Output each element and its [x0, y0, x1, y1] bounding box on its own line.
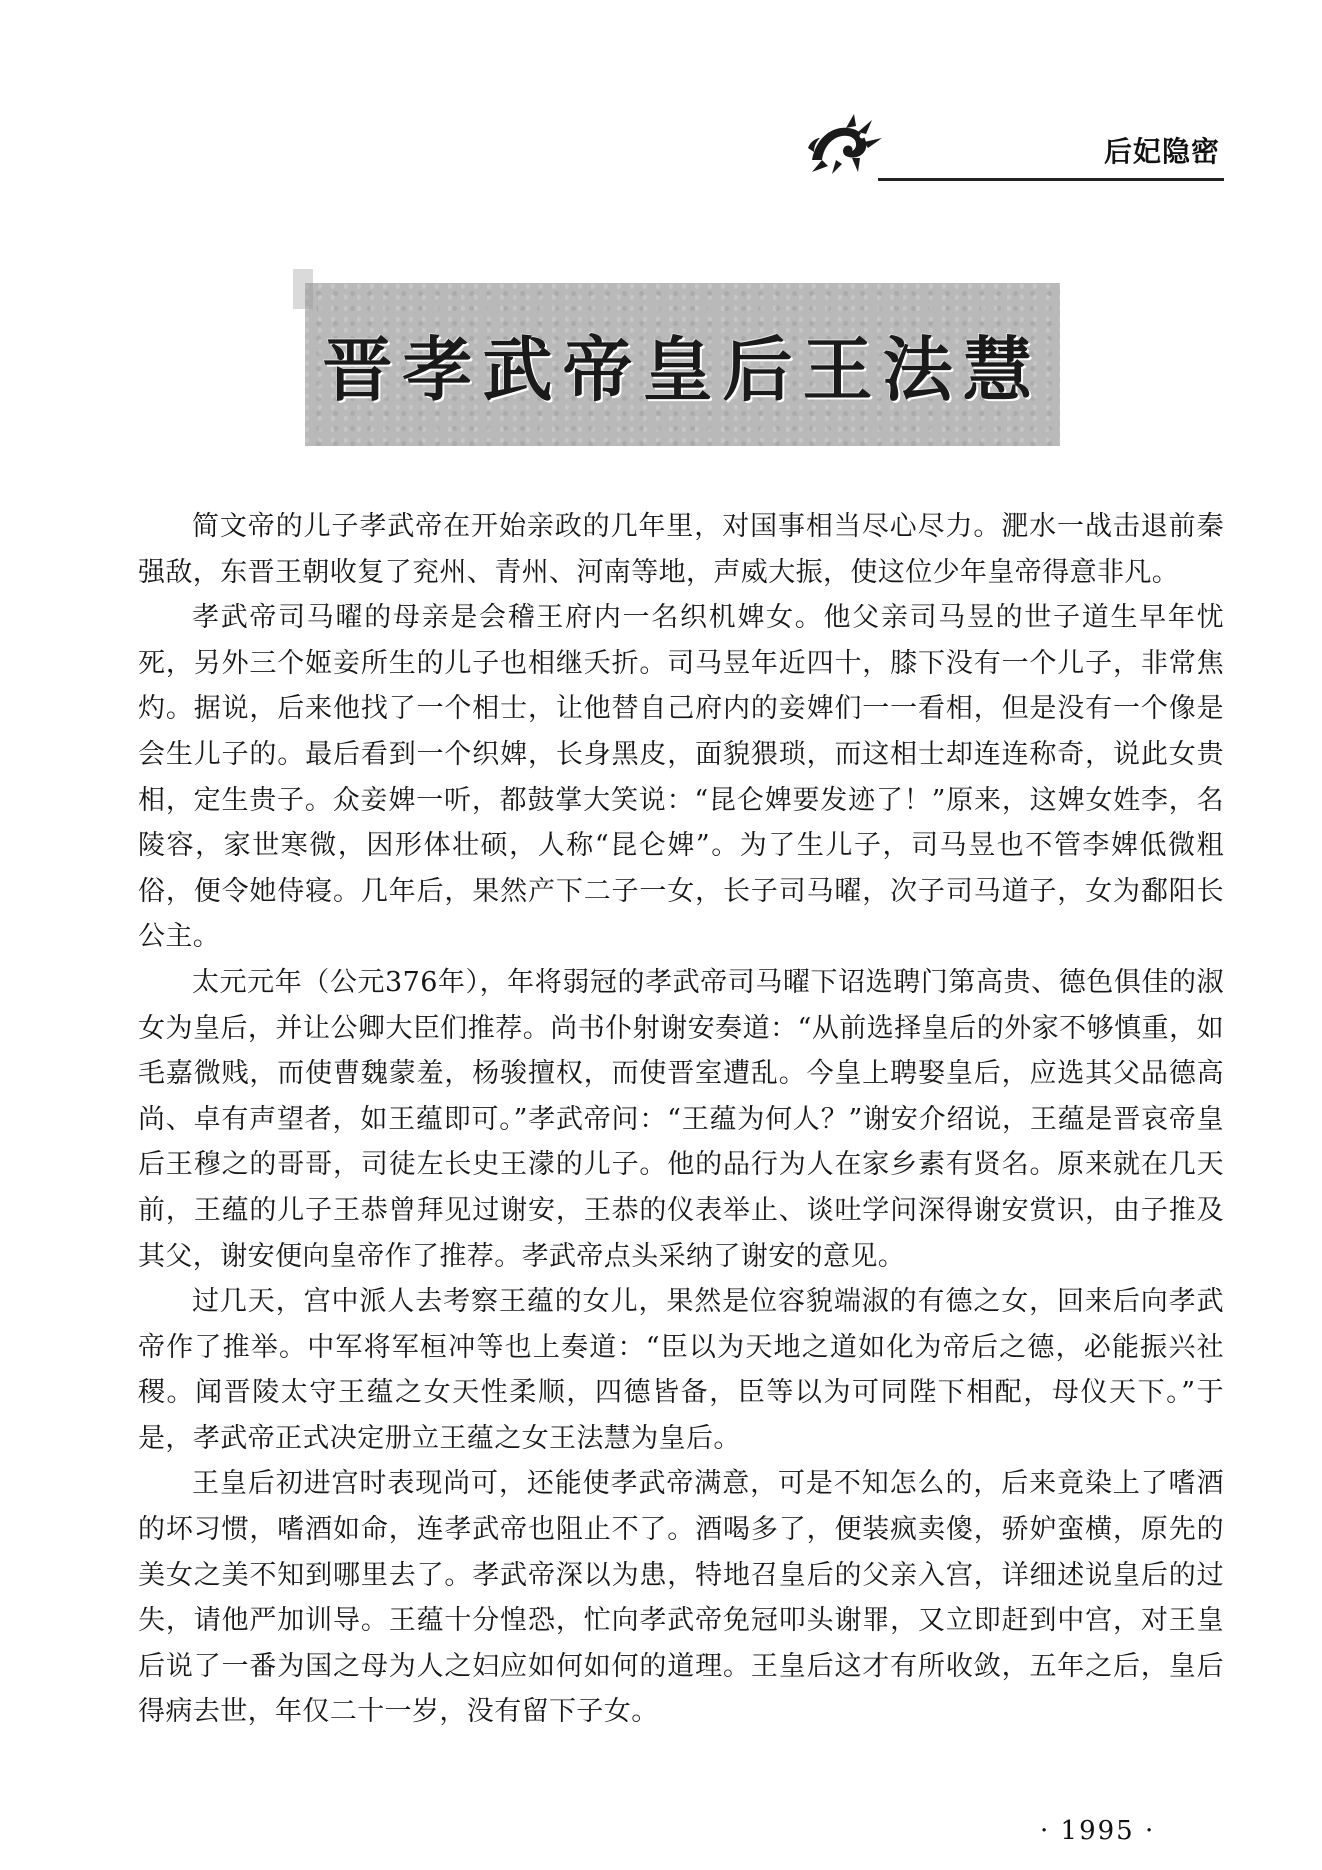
page-number: · 1995 · [1040, 1816, 1156, 1846]
paragraph: 王皇后初进宫时表现尚可，还能使孝武帝满意，可是不知怎么的，后来竟染上了嗜酒的坏习惯，嗜酒如命，连孝武帝也阻止不了。酒喝多了，便装疯卖傻，骄妒蛮横，原先的美女之美不知到哪里去了。孝武帝深以为患，特地召皇后的父亲入宫，详细述说皇后的过失，请他严加训导。王蕴十分惶恐，忙向孝武帝免冠叩头谢罪，又立即赶到中宫，对王皇后说了一番为国之母为人之妇应如何如何的道理。王皇后这才有所收敛，五年之后，皇后得病去世，年仅二十一岁，没有留下子女。 [138, 1468, 1224, 1728]
paragraph: 简文帝的儿子孝武帝在开始亲政的几年里，对国事相当尽心尽力。淝水一战击退前秦强敌，东晋王朝收复了兖州、青州、河南等地，声威大振，使这位少年皇帝得意非凡。 [138, 511, 1224, 588]
section-title: 后妃隐密 [1103, 135, 1220, 168]
header-rule [878, 178, 1224, 181]
paragraph: 太元元年（公元376年），年将弱冠的孝武帝司马曜下诏选聘门第高贵、德色俱佳的淑女为皇后，并让公卿大臣们推荐。尚书仆射谢安奏道：“从前选择皇后的外家不够慎重，如毛嘉微贱，而使曹魏蒙羞，杨骏擅权，而使晋室遭乱。今皇上聘娶皇后，应选其父品德高尚、卓有声望者，如王蕴即可。”孝武帝问：“王蕴为何人？”谢安介绍说，王蕴是晋哀帝皇后王穆之的哥哥，司徒左长史王濛的儿子。他的品行为人在家乡素有贤名。原来就在几天前，王蕴的儿子王恭曾拜见过谢安，王恭的仪表举止、谈吐学问深得谢安赏识，由子推及其父，谢安便向皇帝作了推荐。孝武帝点头采纳了谢安的意见。 [138, 966, 1224, 1272]
article-body [138, 504, 1224, 1735]
paragraph: 过几天，宫中派人去考察王蕴的女儿，果然是位容貌端淑的有德之女，回来后向孝武帝作了推举。中军将军桓冲等也上奏道：“臣以为天地之道如化为帝后之德，必能振兴社稷。闻晋陵太守王蕴之女天性柔顺，四德皆备，臣等以为可同陛下相配，母仪天下。”于是，孝武帝正式决定册立王蕴之女王法慧为皇后。 [138, 1286, 1224, 1454]
running-header [780, 100, 1224, 185]
dragon-emblem-icon [802, 108, 888, 178]
paragraph: 孝武帝司马曜的母亲是会稽王府内一名织机婢女。他父亲司马昱的世子道生早年忧死，另外三个姬妾所生的儿子也相继夭折。司马昱年近四十，膝下没有一个儿子，非常焦灼。据说，后来他找了一个相士，让他替自己府内的妾婢们一一看相，但是没有一个像是会生儿子的。最后看到一个织婢，长身黑皮，面貌猥琐，而这相士却连连称奇，说此女贵相，定生贵子。众妾婢一听，都鼓掌大笑说：“昆仑婢要发迹了！”原来，这婢女姓李，名陵容，家世寒微，因形体壮硕，人称“昆仑婢”。为了生儿子，司马昱也不管李婢低微粗俗，便令她侍寝。几年后，果然产下二子一女，长子司马曜，次子司马道子，女为鄱阳长公主。 [138, 602, 1224, 953]
chapter-title-banner [305, 283, 1060, 446]
chapter-title: 晋孝武帝皇后王法慧 [322, 328, 1043, 411]
